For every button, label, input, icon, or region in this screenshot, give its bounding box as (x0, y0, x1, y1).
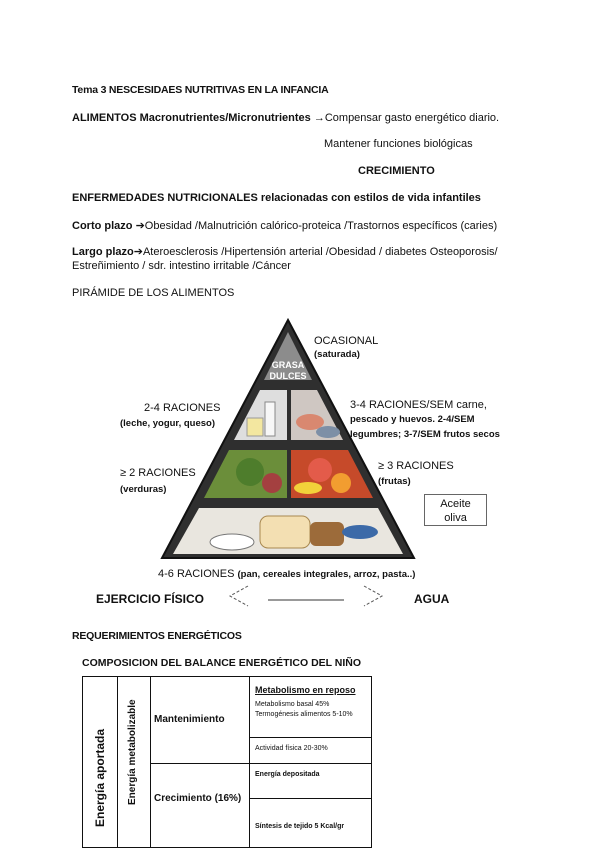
metabolismo-reposo-label: Metabolismo en reposo (255, 685, 356, 695)
crecimiento-heading: CRECIMIENTO (358, 165, 435, 177)
requerimientos-heading: REQUERIMIENTOS ENERGÉTICOS (72, 630, 242, 642)
oliva-label: oliva (444, 512, 467, 524)
ocasional-label: OCASIONAL (314, 335, 379, 347)
actividad-fisica-label: Actividad física 20-30% (255, 745, 328, 752)
proteinas-label-3: legumbres; 3-7/SEM frutos secos (350, 429, 500, 440)
energia-metabolizable-label: Energía metabolizable (127, 699, 138, 805)
lacteos-sub: (leche, yogur, queso) (120, 418, 216, 429)
ocasional-sub: (saturada) (314, 349, 360, 360)
proteinas-label-1: 3-4 RACIONES/SEM carne, (350, 399, 487, 411)
cereales-count: 4-6 RACIONES (158, 568, 235, 580)
corto-plazo-label: Corto plazo (72, 220, 133, 232)
piramide-title: PIRÁMIDE DE LOS ALIMENTOS (72, 287, 235, 299)
alimentos-line (72, 112, 499, 124)
largo-plazo-line (72, 245, 498, 258)
double-arrow-icon (228, 584, 384, 608)
cereales-sub: (pan, cereales integrales, arroz, pasta..) (237, 569, 416, 580)
mantenimiento-label: Mantenimiento (154, 714, 225, 725)
crecimiento-row-label: Crecimiento (16%) (154, 793, 242, 804)
largo-plazo-label: Largo plazo (72, 246, 134, 258)
alimentos-bold: ALIMENTOS Macronutrientes/Micronutrientes (72, 112, 311, 124)
composicion-heading: COMPOSICION DEL BALANCE ENERGÉTICO DEL NIÑO (82, 657, 362, 669)
termogenesis-label: Termogénesis alimentos 5-10% (255, 711, 353, 718)
tema-title: Tema 3 NESCESIDAES NUTRITIVAS EN LA INFANCIA (72, 84, 329, 96)
balance-table (82, 676, 372, 848)
frutas-sub: (frutas) (378, 476, 411, 487)
proteinas-label-2: pescado y huevos. 2-4/SEM (350, 414, 475, 425)
frutas-label: ≥ 3 RACIONES (378, 460, 454, 472)
cereales-label (158, 568, 415, 580)
corto-plazo-line (72, 219, 497, 232)
lacteos-label: 2-4 RACIONES (144, 402, 221, 414)
dulces-label: DULCES (269, 371, 307, 381)
sintesis-tejido-label: Síntesis de tejido 5 Kcal/gr (255, 823, 345, 830)
energia-depositada-label: Energía depositada (255, 771, 320, 778)
ejercicio-label: EJERCICIO FÍSICO (96, 592, 205, 606)
verduras-label: ≥ 2 RACIONES (120, 467, 196, 479)
arrow-icon: → (313, 112, 325, 124)
largo-plazo-line2: Estreñimiento / sdr. intestino irritable /Cáncer (72, 260, 291, 272)
alimentos-rest: Compensar gasto energético diario. (324, 112, 500, 124)
aceite-oliva-box (424, 494, 487, 526)
corto-plazo-text: ➔Obesidad /Malnutrición calórico-proteica /Trastornos específicos (caries) (135, 220, 498, 232)
aceite-label: Aceite (440, 498, 471, 510)
funciones-line: Mantener funciones biológicas (324, 138, 473, 150)
verduras-sub: (verduras) (120, 484, 167, 495)
energia-aportada-label: Energía aportada (93, 728, 107, 827)
enfermedades-heading: ENFERMEDADES NUTRICIONALES relacionadas con estilos de vida infantiles (72, 192, 481, 204)
agua-label: AGUA (414, 592, 450, 606)
metabolismo-basal-label: Metabolismo basal 45% (255, 701, 330, 708)
grasa-label: GRASA (271, 360, 305, 370)
largo-plazo-text: ➔Ateroesclerosis /Hipertensión arterial /Obesidad / diabetes Osteoporosis/ (133, 246, 498, 258)
